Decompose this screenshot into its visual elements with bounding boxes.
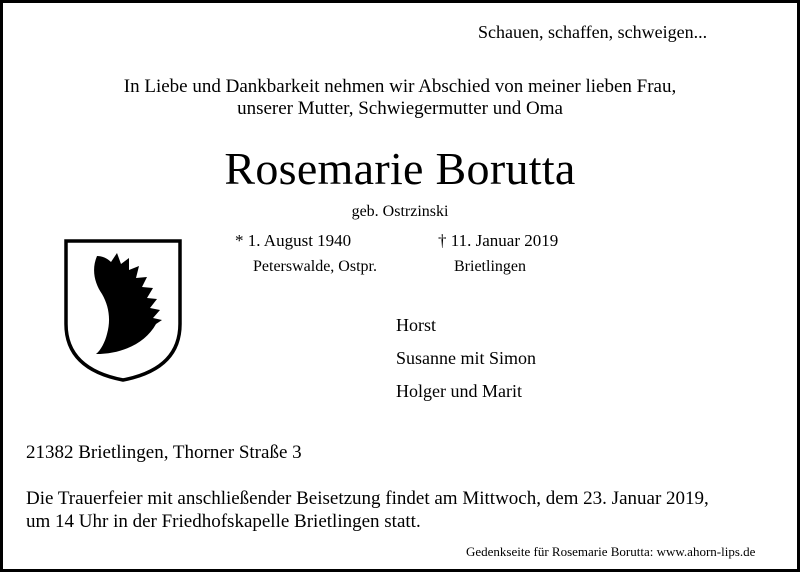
death-date: † 11. Januar 2019 [438, 231, 559, 250]
death-place: Brietlingen [454, 258, 526, 275]
intro-line-1: In Liebe und Dankbarkeit nehmen wir Abschied von meiner lieben Frau, [123, 76, 677, 97]
memorial-page-link[interactable]: Gedenkseite für Rosemarie Borutta: www.ahorn-lips.de [466, 544, 756, 559]
service-line-1: Die Trauerfeier mit anschließender Beisetzung findet am Mittwoch, dem 23. Januar 2019, [26, 488, 709, 509]
intro-line-2: unserer Mutter, Schwiegermutter und Oma [237, 98, 563, 119]
family-member: Holger und Marit [396, 381, 522, 401]
address: 21382 Brietlingen, Thorner Straße 3 [26, 442, 302, 463]
birth-date: * 1. August 1940 [235, 231, 352, 250]
service-line-2: um 14 Uhr in der Friedhofskapelle Brietlingen statt. [26, 511, 421, 532]
birth-place: Peterswalde, Ostpr. [253, 258, 377, 275]
maiden-name: geb. Ostrzinski [351, 203, 449, 220]
deceased-name: Rosemarie Borutta [224, 143, 576, 194]
family-member: Susanne mit Simon [396, 348, 537, 368]
family-member: Horst [396, 315, 436, 335]
motto: Schauen, schaffen, schweigen... [478, 22, 708, 42]
coat-of-arms-icon [61, 236, 185, 383]
